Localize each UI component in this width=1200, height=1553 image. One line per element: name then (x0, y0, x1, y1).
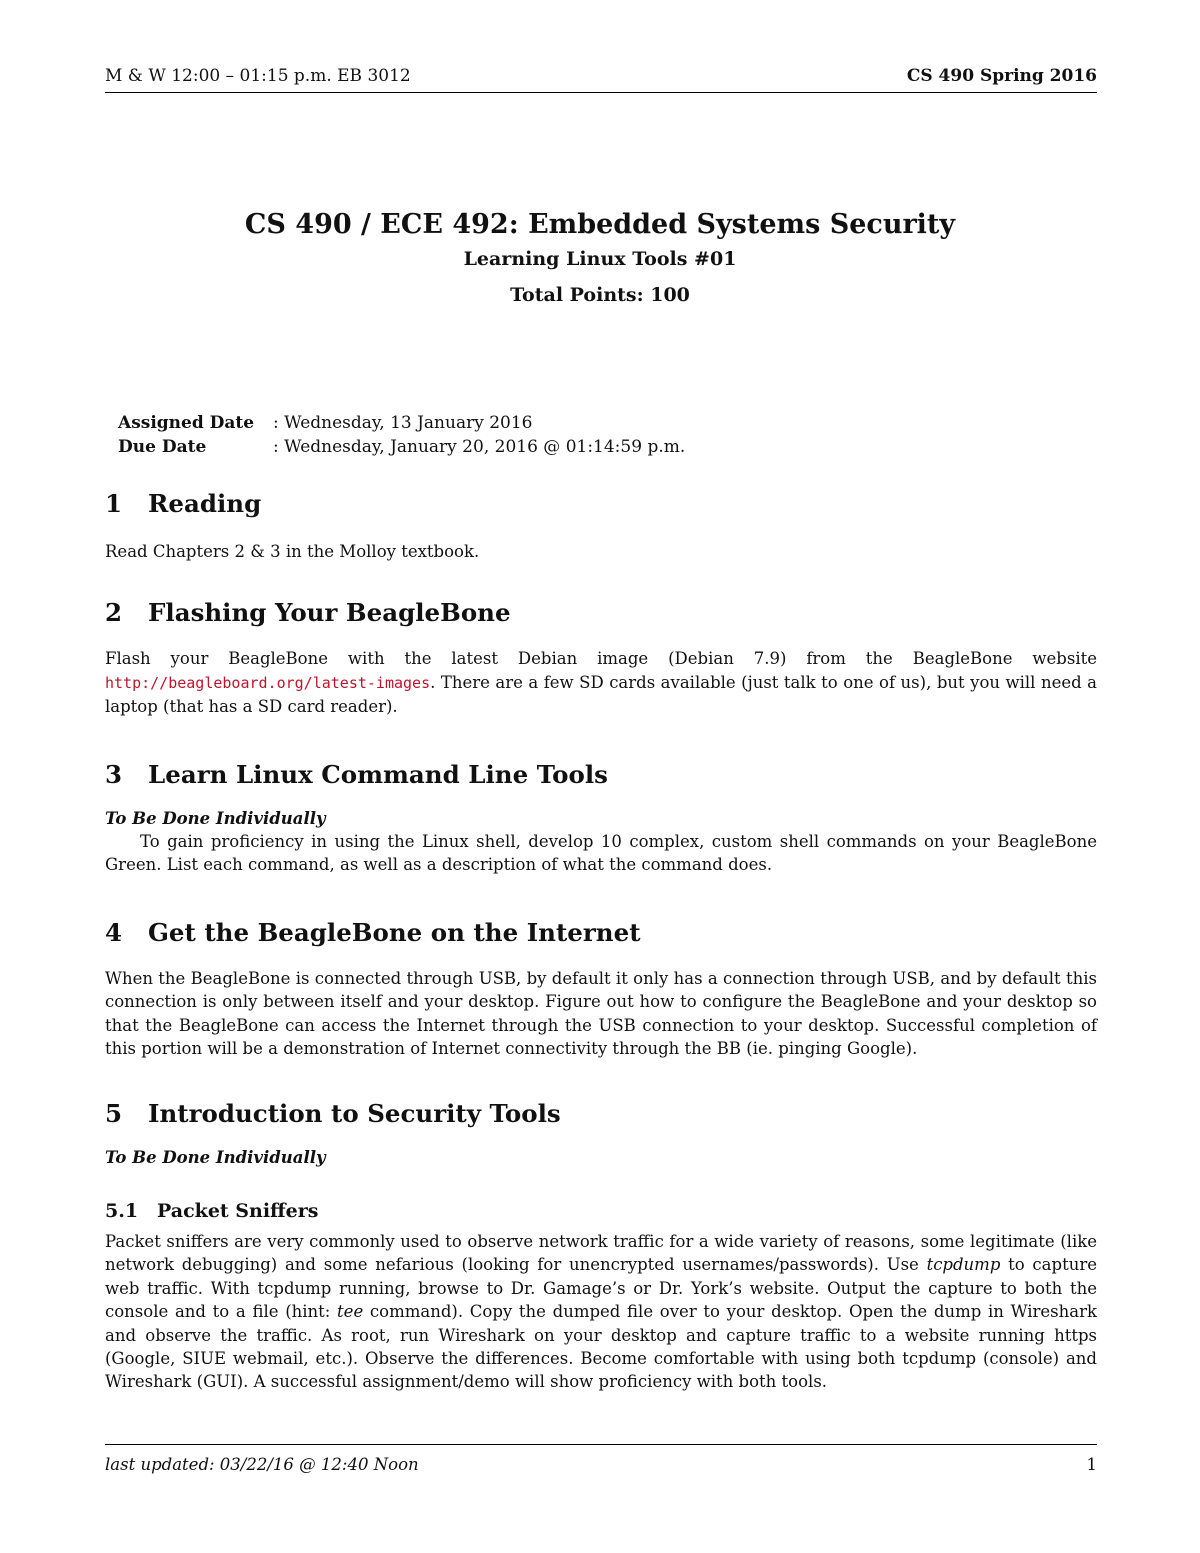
section-title: Reading (148, 489, 262, 518)
due-date-value: : Wednesday, January 20, 2016 @ 01:14:59 p.m. (273, 437, 686, 457)
course-schedule: M & W 12:00 – 01:15 p.m. EB 3012 (105, 66, 411, 86)
reading-text: Read Chapters 2 & 3 in the Molloy textbook. (105, 542, 480, 561)
section-heading-security-tools (105, 1094, 1097, 1134)
flashing-text-b: . There are a few SD cards available (just talk to one of us), but you will need a laptop (that has a SD card reader). (105, 672, 1097, 717)
section-heading-internet (105, 913, 1097, 953)
sniffers-text-b: to capture web traffic. With tcpdump running, browse to Dr. Gamage’s or Dr. York’s website. Output the capture to both the console and to a file (hint: (105, 1255, 1097, 1322)
assigned-date-label: Assigned Date (118, 413, 255, 433)
flashing-paragraph (105, 647, 1097, 718)
section-heading-linux-tools (105, 755, 1097, 795)
tcpdump-term: tcpdump (926, 1255, 1001, 1275)
document-subtitle: Learning Linux Tools #01 (463, 248, 737, 270)
section-number: 1 (105, 489, 123, 518)
subsection-title: Packet Sniffers (157, 1199, 319, 1222)
section-heading-reading (105, 484, 1097, 524)
internet-text: When the BeagleBone is connected through USB, by default it only has a connection through USB, and by default this connection is only between itself and your desktop. Figure out how to configure the BeagleBone and your desktop so that the BeagleBone can access the Internet through the USB connection to your desktop. Successful completion of this portion will be a demonstration of Internet connectivity through the BB (ie. pinging Google). (105, 968, 1097, 1059)
course-term: CS 490 Spring 2016 (906, 66, 1097, 86)
sniffers-text-a: Packet sniffers are very commonly used to observe network traffic for a wide variety of reasons, some legitimate (like network debugging) and some nefarious (looking for unencrypted usernames/passwords). Use (105, 1231, 1097, 1275)
due-date-row (118, 435, 685, 459)
section-title: Learn Linux Command Line Tools (148, 759, 608, 789)
due-date-label: Due Date (118, 437, 207, 457)
assigned-date-value: : Wednesday, 13 January 2016 (273, 413, 533, 433)
title-block (0, 208, 1200, 308)
subsection-number: 5.1 (105, 1199, 139, 1222)
linux-tools-text: To gain proficiency in using the Linux shell, develop 10 complex, custom shell commands on your BeagleBone Green. List each command, as well as a description of what the command does. (105, 832, 1097, 875)
reading-paragraph (105, 540, 1097, 563)
section-title: Flashing Your BeagleBone (148, 598, 511, 628)
section-number: 5 (105, 1099, 123, 1129)
individual-note: To Be Done Individually (105, 1148, 326, 1168)
individual-note: To Be Done Individually (105, 808, 326, 828)
section-number: 4 (105, 917, 123, 947)
page-number: 1 (1086, 1455, 1097, 1474)
last-updated: last updated: 03/22/16 @ 12:40 Noon (105, 1455, 419, 1474)
running-footer (105, 1444, 1097, 1474)
tee-term: tee (337, 1302, 364, 1322)
sniffers-text-c: command). Copy the dumped file over to your desktop. Open the dump in Wireshark and observe the traffic. As root, run Wireshark on your desktop and capture traffic to a website running https (Google, SIUE webmail, etc.). Observe the differences. Become comfortable with using both tcpdump (console) and Wireshark (GUI). A successful assignment/demo will show proficiency with both tools. (105, 1302, 1097, 1392)
section-number: 2 (105, 598, 123, 628)
document-title: CS 490 / ECE 492: Embedded Systems Security (244, 209, 956, 240)
section-number: 3 (105, 759, 123, 789)
running-header (105, 66, 1097, 93)
total-points: Total Points: 100 (510, 284, 690, 306)
section-title: Get the BeagleBone on the Internet (148, 917, 641, 947)
packet-sniffers-paragraph (105, 1230, 1097, 1394)
dates-block (118, 411, 685, 459)
document-body (105, 484, 1097, 1394)
linux-tools-paragraph (105, 830, 1097, 877)
section-title: Introduction to Security Tools (148, 1099, 561, 1129)
flashing-text-a: Flash your BeagleBone with the latest Debian image (Debian 7.9) from the BeagleBone website (105, 649, 1097, 669)
subsection-heading-packet-sniffers (105, 1196, 1097, 1226)
beagleboard-link[interactable]: http://beagleboard.org/latest-images (105, 673, 431, 692)
internet-paragraph (105, 967, 1097, 1061)
assigned-date-row (118, 411, 685, 435)
section-heading-flashing (105, 593, 1097, 633)
